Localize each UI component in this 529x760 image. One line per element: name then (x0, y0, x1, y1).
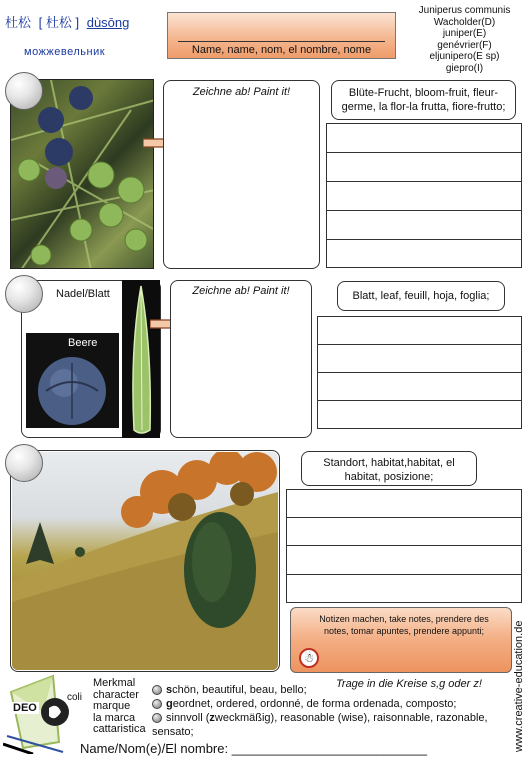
circle-hint: Trage in die Kreise s,g oder z! (336, 678, 482, 690)
translation-fr: genévrier(F) (437, 39, 492, 51)
topic-label-1: Blüte-Frucht, bloom-fruit, fleur-germe, la flor-la frutta, fiore-frutto; (341, 87, 506, 113)
website-link[interactable]: www.creative-education.de (513, 620, 525, 752)
translation-it: giepro(I) (445, 62, 484, 74)
merkmal-list (93, 678, 146, 736)
species-translations (402, 5, 527, 74)
photo-berry (26, 333, 119, 428)
merkmal-en: character (93, 688, 139, 701)
habitat-illustration (12, 452, 278, 670)
chinese-bracket: [ 杜松 ] (38, 15, 80, 30)
topic-label-2: Blatt, leaf, feuill, hoja, foglia; (352, 290, 490, 302)
merkmal-de: Merkmal (93, 677, 136, 689)
pinyin[interactable]: dùsōng (86, 15, 130, 30)
needle-illustration (122, 280, 160, 438)
draw-label-2: Zeichne ab! Paint it! (192, 285, 290, 297)
name-line[interactable]: Name/Nom(e)/El nombre: ___________________________ (80, 741, 427, 756)
translation-de: Wacholder(D) (433, 16, 496, 28)
translation-en: juniper(E) (442, 28, 487, 39)
answer-lines-1[interactable] (326, 123, 522, 268)
criteria-s: schön, beautiful, beau, bello; (152, 683, 524, 697)
topic-box-3 (301, 451, 477, 486)
bullet-icon (152, 685, 162, 695)
needle-label: Nadel/Blatt (56, 288, 110, 300)
merkmal-it: cattaristica (93, 723, 146, 735)
merkmal-fr: marque (93, 700, 131, 712)
deocoli-logo (3, 672, 89, 754)
criteria-list (152, 683, 524, 739)
russian-name: можжевельник (24, 46, 106, 58)
criteria-g: geordnet, ordered, ordonné, de forma ordenada, composto; (152, 697, 524, 711)
draw-box-1[interactable] (163, 80, 320, 269)
chinese-title (5, 12, 129, 31)
draw-label-1: Zeichne ab! Paint it! (192, 86, 291, 98)
circle-marker-3[interactable] (5, 444, 43, 482)
photo-needle (122, 280, 160, 438)
berries-illustration (11, 80, 154, 269)
name-box (167, 12, 396, 59)
topic-box-1 (331, 80, 516, 120)
draw-box-2[interactable] (170, 280, 312, 438)
circle-marker-2[interactable] (5, 275, 43, 313)
topic-label-3: Standort, habitat,habitat, el habitat, posizione; (323, 457, 455, 483)
topic-box-2 (337, 281, 505, 311)
answer-lines-2[interactable] (317, 316, 522, 429)
bullet-icon (152, 699, 162, 709)
bullet-icon (152, 713, 162, 723)
criteria-z-cont: sensato; (152, 726, 194, 738)
name-box-label: Name, name, nom, el nombre, nome (191, 44, 372, 56)
latin-name: Juniperus communis (418, 5, 511, 16)
logo-coli: coli (67, 692, 83, 703)
logo-deo: DEO (13, 702, 37, 714)
circle-marker-1[interactable] (5, 72, 43, 110)
chinese-name: 杜松 (5, 15, 32, 30)
answer-lines-3[interactable] (286, 489, 522, 603)
merkmal-es: la marca (93, 711, 136, 724)
photo-habitat (12, 452, 278, 670)
name-box-underline (178, 41, 385, 42)
berry-label: Beere (68, 337, 98, 349)
notes-icon: ☃ (299, 648, 319, 668)
notes-box[interactable] (290, 607, 512, 673)
translation-es: eljunipero(E sp) (429, 51, 500, 62)
notes-text: Notizen machen, take notes, prendere des notes, tomar apuntes, prendere appunti; (319, 614, 489, 636)
criteria-z: sinnvoll (zweckmäßig), reasonable (wise), raisonnable, razonable, (152, 711, 524, 725)
